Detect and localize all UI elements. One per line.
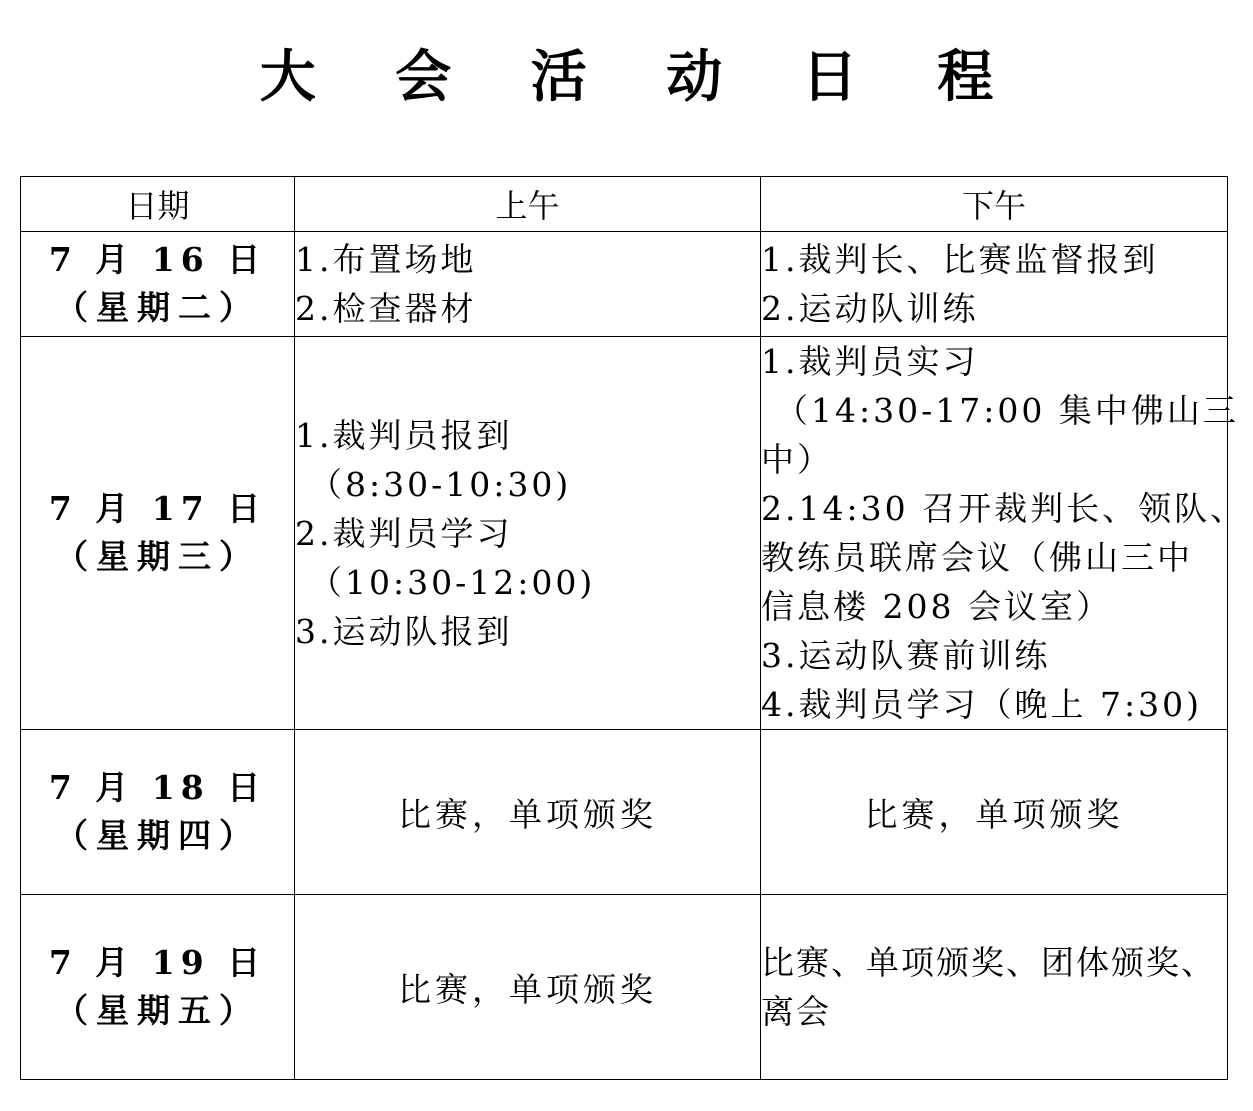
table-row (21, 730, 1228, 895)
schedule-table (20, 176, 1247, 1080)
activity-item: 比赛、单项颁奖、团体颁奖、 (761, 943, 1216, 982)
activity-item: 2.运动队训练 (761, 289, 979, 328)
activity-item: 教练员联席会议（佛山三中 (761, 538, 1193, 577)
activity-item: 1.裁判长、比赛监督报到 (761, 240, 1159, 279)
weekday-text: （星期五） (55, 991, 260, 1030)
header-afternoon: 下午 (761, 177, 1228, 232)
date-cell (21, 337, 295, 730)
date-text: 7 月 19 日 (48, 943, 267, 982)
table-row (21, 337, 1228, 730)
afternoon-cell (761, 895, 1228, 1080)
afternoon-cell: 比赛，单项颁奖 (761, 730, 1228, 895)
activity-item: 中） (761, 440, 833, 479)
table-row (21, 895, 1228, 1080)
table-header-row (21, 177, 1228, 232)
header-morning: 上午 (295, 177, 761, 232)
weekday-text: （星期三） (55, 537, 260, 576)
activity-item: 4.裁判员学习（晚上 7:30) (761, 685, 1202, 724)
morning-cell: 比赛，单项颁奖 (295, 730, 761, 895)
morning-cell (295, 232, 761, 337)
activity-item: 3.运动队报到 (295, 611, 513, 651)
weekday-text: （星期四） (55, 816, 260, 855)
activity-time: （10:30-12:00) (309, 562, 596, 602)
activity-time: （14:30-17:00 集中佛山三 (775, 391, 1239, 430)
afternoon-cell (761, 337, 1247, 730)
activity-item: 信息楼 208 会议室） (761, 587, 1112, 626)
table-row (21, 232, 1228, 337)
activity-item: 3.运动队赛前训练 (761, 636, 1051, 675)
activity-item: 1.布置场地 (295, 240, 477, 279)
activity-item: 1.裁判员实习 (761, 342, 979, 381)
weekday-text: （星期二） (55, 288, 260, 327)
afternoon-cell (761, 232, 1228, 337)
activity-time: （8:30-10:30) (309, 464, 572, 504)
morning-cell (295, 337, 761, 730)
date-text: 7 月 16 日 (48, 240, 267, 279)
date-text: 7 月 18 日 (48, 768, 267, 807)
date-cell (21, 730, 295, 895)
date-text: 7 月 17 日 (48, 489, 267, 528)
activity-item: 离会 (761, 992, 831, 1031)
activity-item: 1.裁判员报到 (295, 415, 513, 455)
header-date: 日期 (21, 177, 295, 232)
page-title: 大 会 活 动 日 程 (259, 45, 1024, 110)
date-cell (21, 232, 295, 337)
date-cell (21, 895, 295, 1080)
activity-item: 2.14:30 召开裁判长、领队、 (761, 489, 1247, 528)
activity-item: 2.检查器材 (295, 289, 477, 328)
activity-item: 2.裁判员学习 (295, 513, 513, 553)
morning-cell: 比赛，单项颁奖 (295, 895, 761, 1080)
